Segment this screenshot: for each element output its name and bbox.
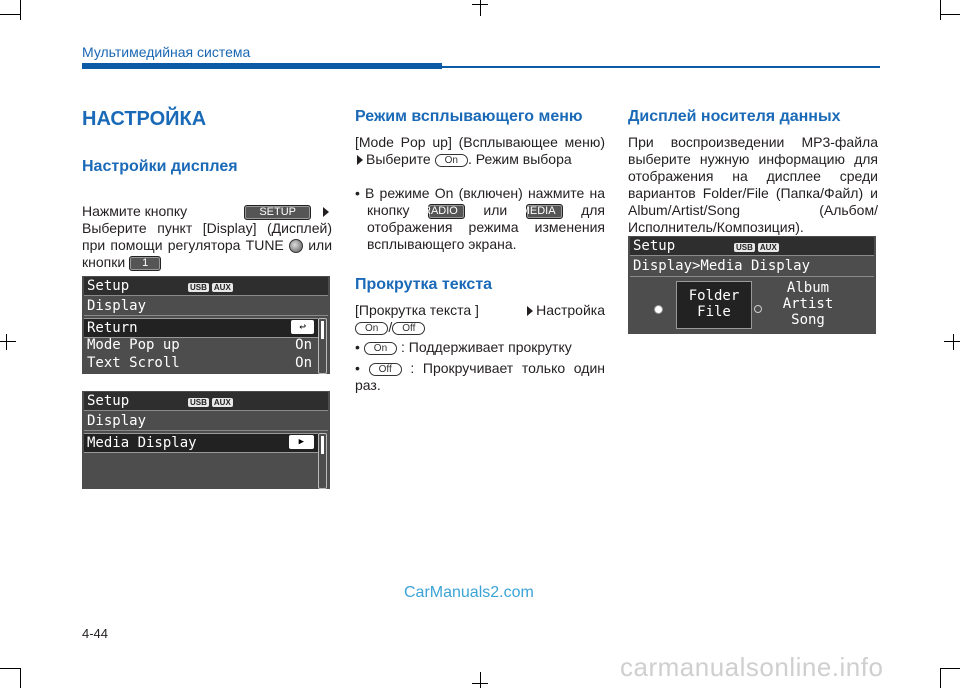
scroll-bullet-on: • On : Поддерживает прокрутку xyxy=(355,339,572,355)
menu-item-display[interactable]: Display xyxy=(87,413,147,429)
menu-item-display[interactable]: Display xyxy=(87,298,147,314)
menu-item-return[interactable]: Return ↩ xyxy=(84,318,318,338)
page-title: НАСТРОЙКА xyxy=(82,108,207,130)
text-scroll-value: On xyxy=(295,355,312,371)
page-number: 4-44 xyxy=(82,626,109,641)
popup-bullet: • В режиме On (включен) нажмите на кнопку RADIO или MEDIA для отображения режима изменения всплывающего экрана. xyxy=(355,185,605,252)
off-option[interactable]: Off xyxy=(392,322,425,335)
usb-tag: USB xyxy=(736,243,753,252)
scroll-instructions: [Прокрутка текста ] Настройка On / Off xyxy=(355,302,605,335)
option-album-artist-song[interactable]: Album Artist Song xyxy=(782,280,834,328)
aux-tag: AUX xyxy=(759,243,777,252)
crop-mark xyxy=(0,668,20,669)
crop-mark xyxy=(20,668,21,688)
menu-item-mode-pop-up[interactable]: Mode Pop up On xyxy=(87,337,312,353)
mode-pop-up-value: On xyxy=(295,337,312,353)
setup-button[interactable]: SETUP xyxy=(244,205,311,220)
watermark: CarManuals2.com xyxy=(404,584,534,601)
crop-mark xyxy=(480,0,481,16)
scrollbar[interactable] xyxy=(318,433,327,489)
crop-mark xyxy=(944,341,960,342)
section-title-display: Настройки дисплея xyxy=(82,158,238,175)
arrow-icon xyxy=(323,207,329,217)
aux-tag: AUX xyxy=(213,283,231,292)
section-header: Мультимедийная система xyxy=(82,44,251,60)
screen-header xyxy=(84,277,328,295)
screen-title: Setup xyxy=(633,238,676,254)
usb-tag: USB xyxy=(190,283,207,292)
scrollbar[interactable] xyxy=(318,318,327,374)
radio-button[interactable]: RADIO xyxy=(428,204,465,219)
crop-mark xyxy=(940,668,960,669)
section-title-media-display: Дисплей носителя данных xyxy=(628,108,841,125)
crop-mark xyxy=(940,668,941,688)
tune-knob-icon xyxy=(289,239,303,253)
radio-unselected-icon[interactable] xyxy=(754,305,762,313)
option-folder-file[interactable]: Folder File xyxy=(676,281,752,329)
setup-display-screen xyxy=(82,276,330,374)
aux-tag: AUX xyxy=(213,398,231,407)
button-1[interactable]: 1 xyxy=(129,256,161,271)
screen-header xyxy=(84,392,328,410)
radio-selected-icon[interactable] xyxy=(654,305,663,314)
display-instructions xyxy=(82,203,332,271)
menu-item-media-display[interactable]: Media Display ▶ xyxy=(84,433,318,453)
header-rule xyxy=(442,66,880,68)
screen-title: Setup xyxy=(87,393,130,409)
section-title-popup: Режим всплывающего меню xyxy=(355,108,583,125)
media-display-options-screen xyxy=(628,236,876,334)
return-icon: ↩ xyxy=(291,320,314,334)
arrow-right-icon: ▶ xyxy=(289,435,314,449)
off-option[interactable]: Off xyxy=(369,363,402,376)
arrow-icon xyxy=(357,155,363,165)
media-display-text: При воспроизведении MP3-файла выберите нужную информацию для отображения на дисплее среди вариантов Folder/File (Папка/Файл) и Album/Artist/Song (Альбом/Исполнитель/Композиция). xyxy=(628,134,878,235)
instr-text: Нажмите кнопку xyxy=(82,203,188,219)
instr-text: или кнопки xyxy=(82,237,333,270)
crop-mark xyxy=(0,14,20,15)
usb-tag: USB xyxy=(190,398,207,407)
media-display-screen xyxy=(82,391,330,489)
crop-mark xyxy=(480,672,481,688)
breadcrumb: Display>Media Display xyxy=(633,258,811,274)
popup-instructions: [Mode Pop up] (Всплывающее меню) Выберите On . Режим выбора xyxy=(355,134,605,167)
scroll-bullet-off: • Off : Прокручивает только один раз. xyxy=(355,360,605,393)
instr-text: Выберите пункт [Display] (Дисплей) при помощи регулятора TUNE xyxy=(82,220,332,253)
section-title-scroll: Прокрутка текста xyxy=(355,276,493,293)
on-option[interactable]: On xyxy=(435,154,468,167)
screen-header xyxy=(630,237,874,255)
crop-mark xyxy=(953,334,954,350)
crop-mark xyxy=(940,0,941,20)
crop-mark xyxy=(940,14,960,15)
crop-mark xyxy=(6,334,7,350)
on-option[interactable]: On xyxy=(364,342,397,355)
menu-item-text-scroll[interactable]: Text Scroll On xyxy=(87,355,312,371)
arrow-icon xyxy=(527,306,533,316)
crop-mark xyxy=(0,341,16,342)
screen-title: Setup xyxy=(87,278,130,294)
watermark: carmanualsonline.info xyxy=(620,652,884,682)
crop-mark xyxy=(20,0,21,20)
media-button[interactable]: MEDIA xyxy=(526,204,563,219)
on-option[interactable]: On xyxy=(355,322,388,335)
header-bar xyxy=(82,63,442,69)
